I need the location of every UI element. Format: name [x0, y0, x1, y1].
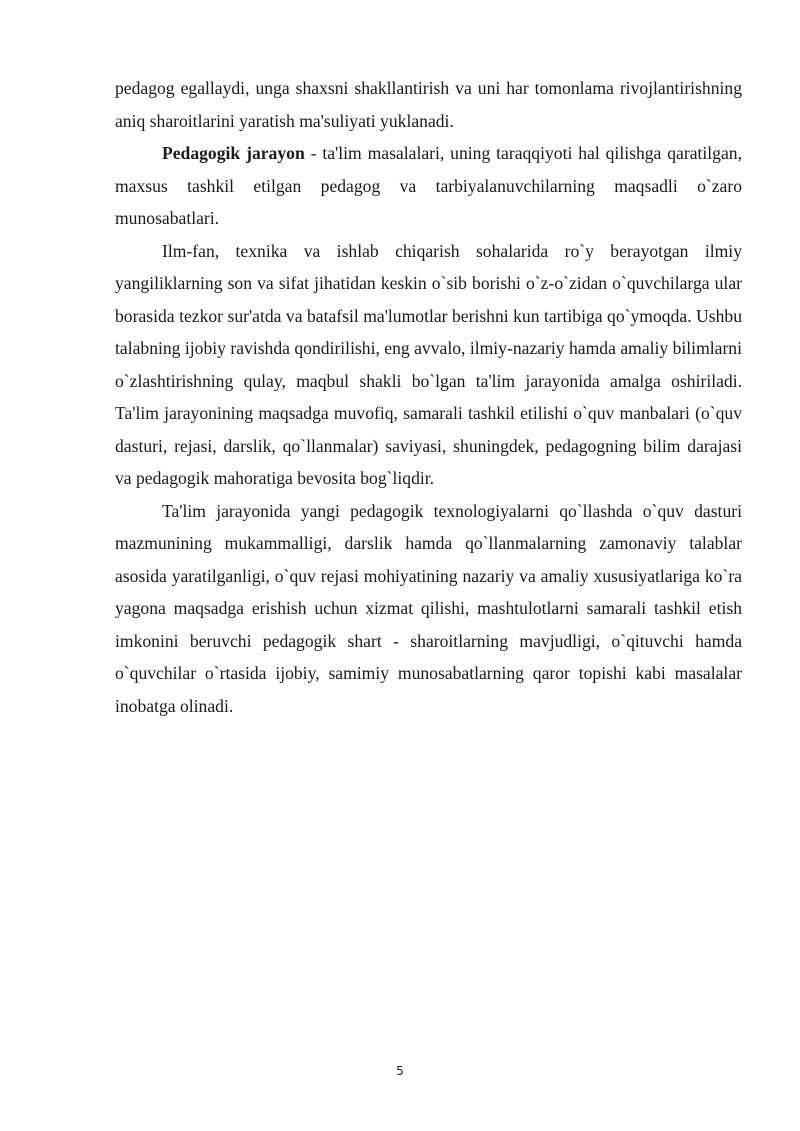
paragraph-continuation	[115, 72, 742, 137]
paragraph-text: Ilm-fan, texnika va ishlab chiqarish sohalarida ro`y berayotgan ilmiy yangiliklarning son va sifat jihatidan keskin o`sib borishi o`z-o`zidan o`quvchilarga ular borasida tezkor sur'atda va batafsil ma'lumotlar berishni kun tartibiga qo`ymoqda. Ushbu talabning ijobiy ravishda qondirilishi, eng avvalo, ilmiy-nazariy hamda amaliy bilimlarni o`zlashtirishning qulay, maqbul shakli bo`lgan ta'lim jarayonida amalga oshiriladi. Ta'lim jarayonining maqsadga muvofiq, samarali tashkil etilishi o`quv manbalari (o`quv dasturi, rejasi, darslik, qo`llanmalar) saviyasi, shuningdek, pedagogning bilim darajasi va pedagogik mahoratiga bevosita bog`liqdir.	[115, 240, 742, 488]
defined-term: Pedagogik jarayon	[162, 143, 305, 163]
paragraph-text: Ta'lim jarayonida yangi pedagogik texnologiyalarni qo`llashda o`quv dasturi mazmunining mukammalligi, darslik hamda qo`llanmalarning zamonaviy talablar asosida yaratilganligi, o`quv rejasi mohiyatining nazariy va amaliy xususiyatlariga ko`ra yagona maqsadga erishish uchun xizmat qilishi, mashtulotlarni samarali tashkil etish imkonini beruvchi pedagogik shart - sharoitlarning mavjudligi, o`qituvchi hamda o`quvchilar o`rtasida ijobiy, samimiy munosabatlarning qaror topishi kabi masalalar inobatga olinadi.	[115, 500, 742, 716]
paragraph-definition	[115, 137, 742, 235]
page-number: 5	[396, 1064, 404, 1078]
paragraph-text: - ta'lim masalalari, uning taraqqiyoti hal qilishga qaratilgan, maxsus tashkil etilgan pedagog va tarbiyalanuvchilarning maqsadli o`zaro munosabatlari.	[115, 143, 742, 228]
page-body	[115, 72, 742, 722]
paragraph	[115, 495, 742, 723]
paragraph	[115, 235, 742, 495]
paragraph-text: pedagog egallaydi, unga shaxsni shakllantirish va uni har tomonlama rivojlantirishning aniq sharoitlarini yaratish ma'suliyati yuklanadi.	[115, 78, 742, 131]
